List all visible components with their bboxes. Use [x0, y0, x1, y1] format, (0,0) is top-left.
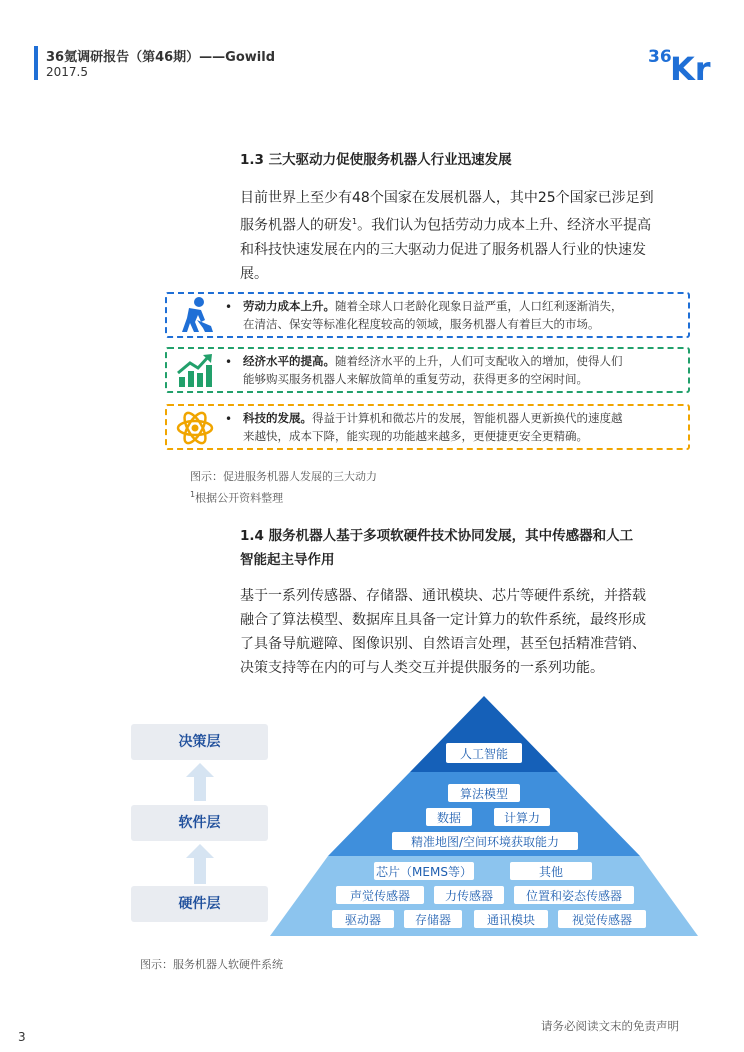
label-force: 力传感器: [444, 889, 494, 903]
bullet: •: [225, 412, 233, 426]
page-number: 3: [18, 1030, 26, 1044]
bullet: •: [225, 355, 233, 369]
pyramid-top-labels: [446, 743, 522, 763]
growth-chart-icon: [175, 351, 215, 389]
label-algorithm: 算法模型: [459, 787, 509, 801]
up-arrow-icon: [186, 844, 214, 884]
label-comm: 通讯模块: [486, 913, 536, 927]
driver-text: 科技的发展。得益于计算机和微芯片的发展，智能机器人更新换代的速度越 来越快，成本下降，能实现的功能越来越多，更便捷更安全更精确。: [243, 411, 623, 443]
label-data: 数据: [436, 811, 462, 825]
figure-caption-drivers: 图示：促进服务机器人发展的三大动力: [190, 470, 377, 483]
figure-caption-system: 图示：服务机器人软硬件系统: [140, 958, 283, 971]
layer-decision: 决策层: [131, 724, 268, 760]
label-map: 精准地图/空间环境获取能力: [410, 835, 560, 849]
report-date: 2017.5: [46, 65, 88, 79]
worker-icon: [175, 296, 215, 334]
disclaimer-note: 请务必阅读文末的免责声明: [541, 1019, 679, 1033]
layer-software: 软件层: [131, 805, 268, 841]
label-acoustic: 声觉传感器: [349, 889, 411, 903]
header-accent-bar: [34, 46, 38, 80]
driver-card-labor: [165, 292, 690, 338]
section-1-3-paragraph: 目前世界上至少有48个国家在发展机器人，其中25个国家已涉足到 服务机器人的研发$^1$。我们认为包括劳动力成本上升、经济水平提高 和科技快速发展在内的三大驱动力促进了服务机器人行业的快速发 展。: [240, 190, 654, 282]
layer-hardware: 硬件层: [131, 886, 268, 922]
label-actuator: 驱动器: [344, 913, 382, 927]
driver-card-economy: [165, 347, 690, 393]
bullet: •: [225, 300, 233, 314]
label-compute: 计算力: [503, 811, 541, 825]
atom-icon: [175, 408, 215, 446]
svg-text:Kr: Kr: [670, 50, 711, 82]
driver-text: 经济水平的提高。随着经济水平的上升，人们可支配收入的增加，使得人们 能够购买服务机器人来解放简单的重复劳动，获得更多的空闲时间。: [243, 354, 623, 386]
report-title: 36氪调研报告（第46期）——Gowild: [46, 50, 276, 65]
label-position: 位置和姿态传感器: [525, 889, 623, 903]
svg-text:36: 36: [648, 47, 672, 67]
section-1-4-paragraph: 基于一系列传感器、存储器、通讯模块、芯片等硬件系统，并搭载 融合了算法模型、数据库且具备一定计算力的软件系统，最终形成 了具备导航避障、图像识别、自然语言处理，甚至包括精准营销、 决策支持等在内的可与人类交互并提供服务的一系列功能。: [240, 588, 646, 676]
label-ai: 人工智能: [459, 747, 509, 761]
section-1-3-title: 1.3 三大驱动力促使服务机器人行业迅速发展: [240, 152, 512, 168]
section-1-4-title: 1.4 服务机器人基于多项软硬件技术协同发展，其中传感器和人工 智能起主导作用: [240, 528, 634, 568]
36kr-logo: [648, 42, 714, 82]
label-vision: 视觉传感器: [571, 913, 633, 927]
driver-card-technology: [165, 404, 690, 450]
label-other: 其他: [538, 865, 564, 879]
up-arrow-icon: [186, 763, 214, 801]
label-chip: 芯片（MEMS等）: [376, 865, 472, 879]
label-storage: 存储器: [414, 913, 452, 927]
driver-text: 劳动力成本上升。随着全球人口老龄化现象日益严重，人口红利逐渐消失， 在清洁、保安等标准化程度较高的领域，服务机器人有着巨大的市场。: [243, 299, 623, 331]
footnote: $^1$根据公开资料整理: [190, 490, 284, 505]
pyramid-diagram: [270, 696, 698, 942]
